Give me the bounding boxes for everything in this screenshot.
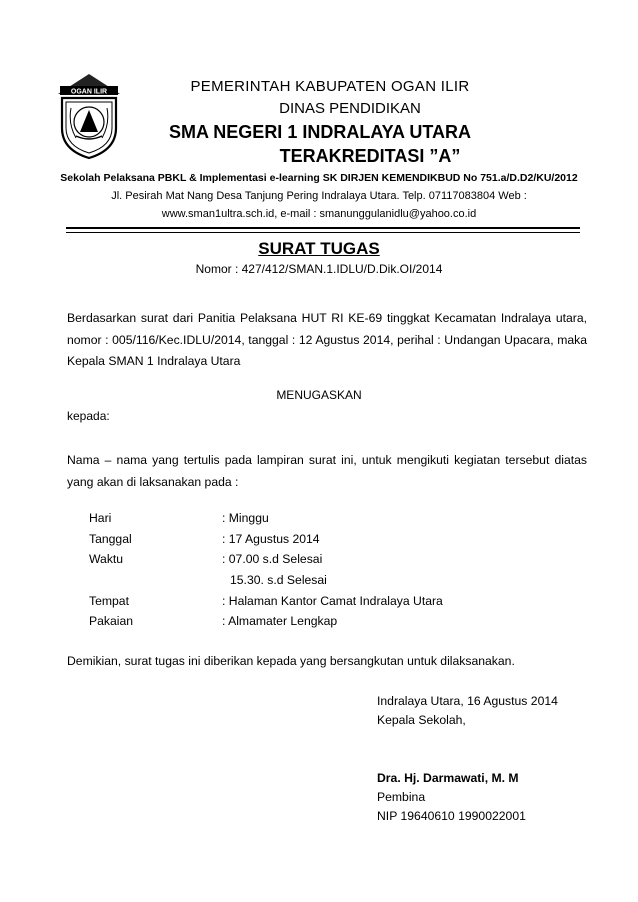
ogan-ilir-logo-icon [56,72,122,160]
detail-value-pakaian: : Almamater Lengkap [222,614,338,628]
signature-name: Dra. Hj. Darmawati, M. M [377,771,519,785]
signature-position: Kepala Sekolah, [377,713,466,727]
detail-value-waktu: : 07.00 s.d Selesai [222,552,323,566]
signature-rank: Pembina [377,790,426,804]
kop-dinas: DINAS PENDIDIKAN [279,100,421,117]
kop-web-email: www.sman1ultra.sch.id, e-mail : smanunggulanidlu@yahoo.co.id [161,208,477,220]
kop-pemerintah: PEMERINTAH KABUPATEN OGAN ILIR [190,78,470,95]
letter-number: Nomor : 427/412/SMAN.1.IDLU/D.Dik.OI/2014 [195,262,443,276]
kop-sekolah: SMA NEGERI 1 INDRALAYA UTARA [168,122,472,142]
detail-value-hari: : Minggu [222,511,269,525]
closing-paragraph: Demikian, surat tugas ini diberikan kepada yang bersangkutan untuk dilaksanakan. [67,654,515,668]
assignment-paragraph: Nama – nama yang tertulis pada lampiran surat ini, untuk mengikuti kegiatan tersebut diatas yang akan di laksanakan pada : [67,453,587,489]
detail-value-waktu-2: 15.30. s.d Selesai [230,573,327,587]
kop-alamat: Jl. Pesirah Mat Nang Desa Tanjung Pering Indralaya Utara. Telp. 07117083804 Web : [111,190,527,202]
kop-divider-thick [66,227,580,229]
detail-label-tanggal: Tanggal [89,532,132,546]
logo-text: OGAN ILIR [70,88,108,96]
kepada-label: kepada: [67,409,110,423]
menugaskan-heading: MENUGASKAN [276,388,362,402]
detail-label-waktu: Waktu [89,552,124,566]
kop-divider-thin [66,232,580,233]
signature-nip: NIP 19640610 1990022001 [377,809,526,823]
letter-title: SURAT TUGAS [258,239,380,258]
detail-value-tempat: : Halaman Kantor Camat Indralaya Utara [222,594,443,608]
detail-label-hari: Hari [89,511,112,525]
kop-akreditasi: TERAKREDITASI ”A” [279,146,461,166]
detail-value-tanggal: : 17 Agustus 2014 [222,532,320,546]
detail-label-pakaian: Pakaian [89,614,134,628]
detail-label-tempat: Tempat [89,594,129,608]
signature-place-date: Indralaya Utara, 16 Agustus 2014 [377,694,558,708]
kop-pelaksana: Sekolah Pelaksana PBKL & Implementasi e-learning SK DIRJEN KEMENDIKBUD No 751.a/D.D2/KU/2012 [60,172,578,184]
opening-paragraph: Berdasarkan surat dari Panitia Pelaksana HUT RI KE-69 tinggkat Kecamatan Indralaya utara, nomor : 005/116/Kec.IDLU/2014, tanggal : 12 Agustus 2014, perihal : Undangan Upacara, maka Kepala SMAN 1 Indralaya Utara [67,311,587,368]
